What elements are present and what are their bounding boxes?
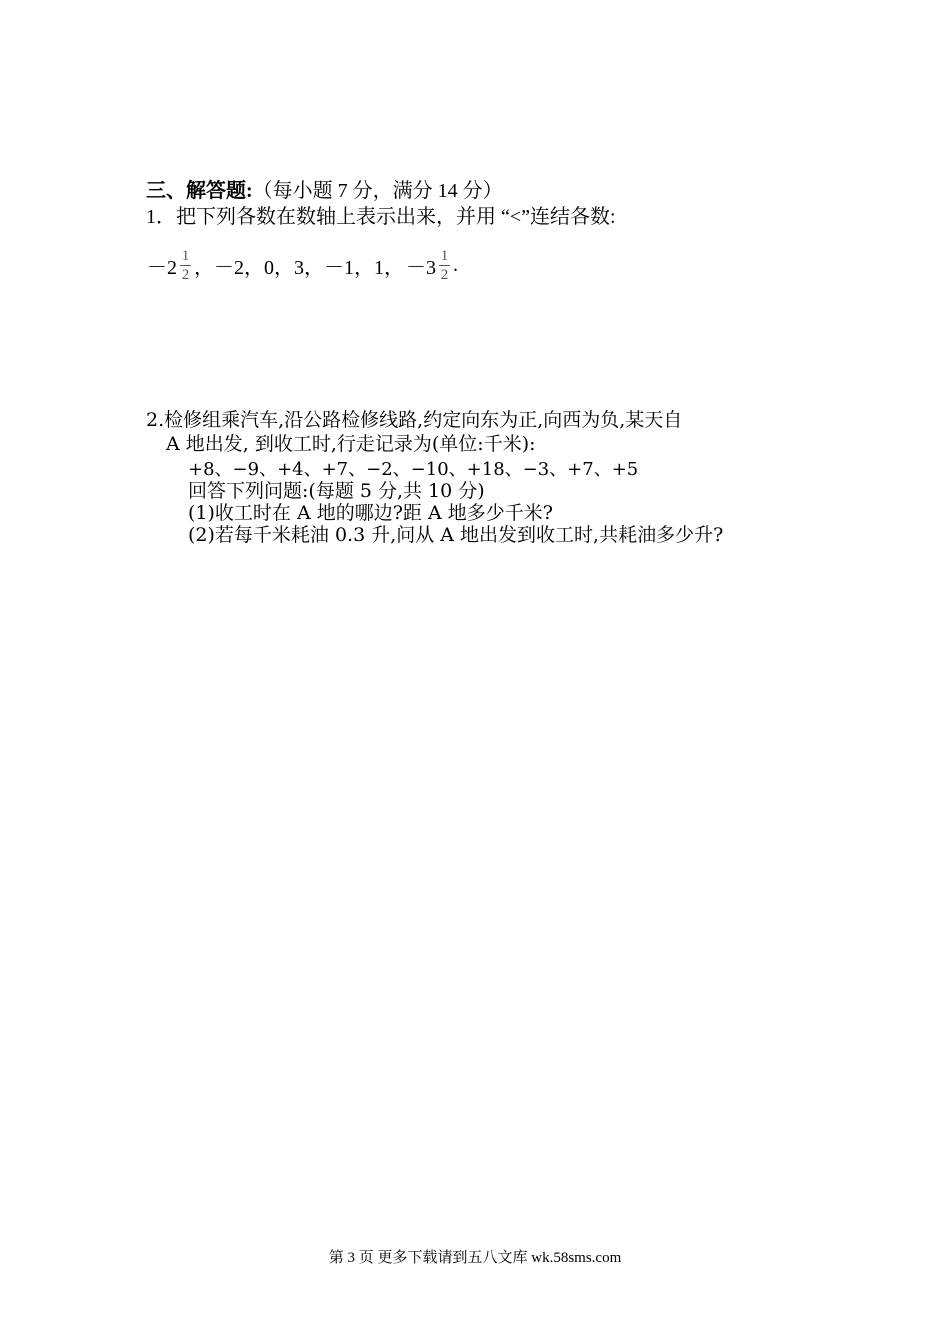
- section-heading: 三、解答题:: [146, 180, 253, 202]
- number-list-end: .: [453, 254, 458, 276]
- number-1-fraction: [180, 248, 191, 283]
- fraction-numerator: 1: [440, 248, 449, 264]
- number-2-whole: －3: [406, 257, 436, 279]
- number-list-middle: ，－2，0，3，－1，1，: [194, 257, 404, 279]
- question-2-instruction: 回答下列问题:(每题 5 分,共 10 分): [188, 480, 485, 502]
- question-2-part-1: (1)收工时在 A 地的哪边?距 A 地多少千米?: [188, 502, 553, 524]
- fraction-bar: [439, 265, 450, 266]
- question-2-line-1: 2.检修组乘汽车,沿公路检修线路,约定向东为正,向西为负,某天自: [146, 409, 683, 431]
- page-footer: 第 3 页 更多下载请到五八文库 wk.58sms.com: [328, 1250, 622, 1266]
- fraction-denominator: 2: [181, 267, 190, 283]
- fraction-numerator: 1: [181, 248, 190, 264]
- question-2-records: +8、−9、+4、+7、−2、−10、+18、−3、+7、+5: [188, 459, 639, 480]
- section-score-note: （每小题 7 分，满分 14 分）: [252, 180, 503, 202]
- fraction-bar: [180, 265, 191, 266]
- section-title: [146, 174, 503, 203]
- fraction-denominator: 2: [440, 267, 449, 283]
- question-1-stem: 1．把下列各数在数轴上表示出来，并用 “<”连结各数:: [146, 206, 616, 228]
- question-2-part-2: (2)若每千米耗油 0.3 升,问从 A 地出发到收工时,共耗油多少升?: [188, 524, 724, 546]
- question-2-line-2: A 地出发, 到收工时,行走记录为(单位:千米):: [166, 433, 536, 455]
- number-2-fraction: [439, 248, 450, 283]
- question-1-numbers: [146, 248, 459, 283]
- number-1-whole: －2: [147, 257, 177, 279]
